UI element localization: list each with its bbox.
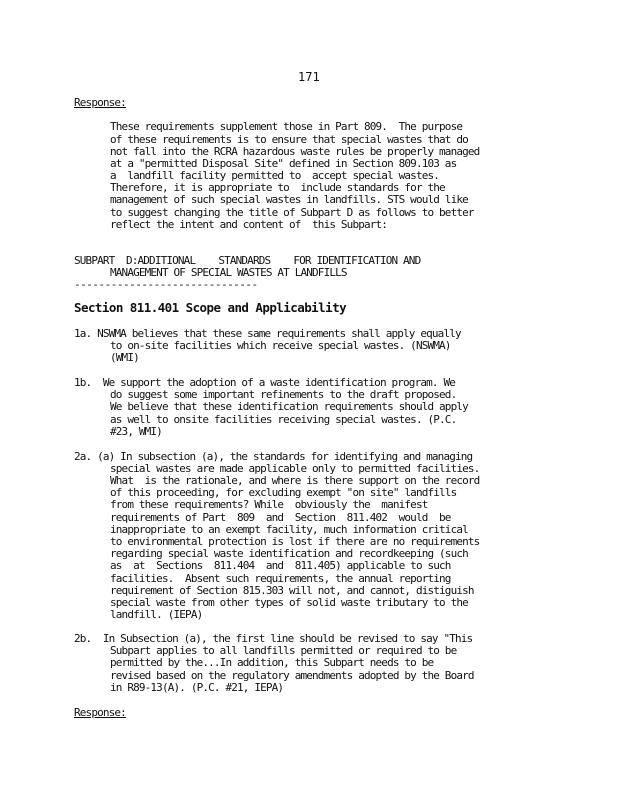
comment-line: requirement of Section 815.303 will not, and cannot, distiguish	[110, 584, 474, 597]
comment-line: as at Sections 811.404 and 811.405) applicable to such	[110, 559, 451, 572]
comment-line: 2a. (a) In subsection (a), the standards for identifying and managing	[74, 450, 473, 463]
comment-line: special waste from other types of solid waste tributary to the	[110, 596, 468, 609]
text-line: Therefore, it is appropriate to include standards for the	[110, 181, 445, 194]
text-line: of these requirements is to ensure that special wastes that do	[110, 133, 468, 146]
text-line: not fall into the RCRA hazardous waste rules be properly managed	[110, 145, 480, 158]
comment-line: in R89-13(A). (P.C. #21, IEPA)	[110, 681, 284, 694]
comment-line: requirements of Part 809 and Section 811.402 would be	[110, 511, 451, 524]
text-line: management of such special wastes in landfills. STS would like	[110, 193, 468, 206]
comment-line: permitted by the...In addition, this Subpart needs to be	[110, 656, 434, 669]
comment-line: special wastes are made applicable only to permitted facilities.	[110, 462, 480, 475]
subpart-heading-line: SUBPART D:ADDITIONAL STANDARDS FOR IDENTIFICATION AND	[74, 254, 421, 267]
comment-line: 1a. NSWMA believes that these same requirements shall apply equally	[74, 327, 461, 340]
dash-rule: ------------------------------	[74, 278, 258, 291]
comment-line: (WMI)	[110, 351, 139, 364]
text-line: reflect the intent and content of this Subpart:	[110, 218, 388, 231]
comment-line: inappropriate to an exempt facility, much information critical	[110, 523, 468, 536]
comment-line: What is the rationale, and where is there support on the record	[110, 474, 480, 487]
comment-line: landfill. (IEPA)	[110, 608, 203, 621]
comment-line: facilities. Absent such requirements, the annual reporting	[110, 572, 451, 585]
text-line: to suggest changing the title of Subpart D as follows to better	[110, 206, 474, 219]
response-label: Response:	[74, 96, 126, 109]
comment-line: 2b. In Subsection (a), the first line should be revised to say "This	[74, 632, 473, 645]
comment-line: from these requirements? While obviously the manifest	[110, 498, 428, 511]
text-line: at a "permitted Disposal Site" defined in Section 809.103 as	[110, 157, 457, 170]
comment-line: We believe that these identification requirements should apply	[110, 400, 468, 413]
comment-line: as well to onsite facilities receiving special wastes. (P.C.	[110, 413, 457, 426]
comment-line: regarding special waste identification and recordkeeping (such	[110, 547, 468, 560]
comment-line: of this proceeding, for excluding exempt "on site" landfills	[110, 486, 457, 499]
comment-line: to environmental protection is lost if there are no requirements	[110, 535, 480, 548]
section-heading: Section 811.401 Scope and Applicability	[74, 300, 347, 315]
comment-line: do suggest some important refinements to the draft proposed.	[110, 388, 457, 401]
response-label: Response:	[74, 706, 126, 719]
comment-line: revised based on the regulatory amendments adopted by the Board	[110, 669, 474, 682]
text-line: a landfill facility permitted to accept special wastes.	[110, 169, 440, 182]
comment-line: to on-site facilities which receive special wastes. (NSWMA)	[110, 339, 451, 352]
page-number: 171	[298, 70, 320, 84]
subpart-heading-line: MANAGEMENT OF SPECIAL WASTES AT LANDFILLS	[110, 266, 347, 279]
text-line: These requirements supplement those in Part 809. The purpose	[110, 120, 463, 133]
comment-line: Subpart applies to all landfills permitted or required to be	[110, 644, 457, 657]
comment-line: 1b. We support the adoption of a waste identification program. We	[74, 376, 455, 389]
comment-line: #23, WMI)	[110, 425, 162, 438]
